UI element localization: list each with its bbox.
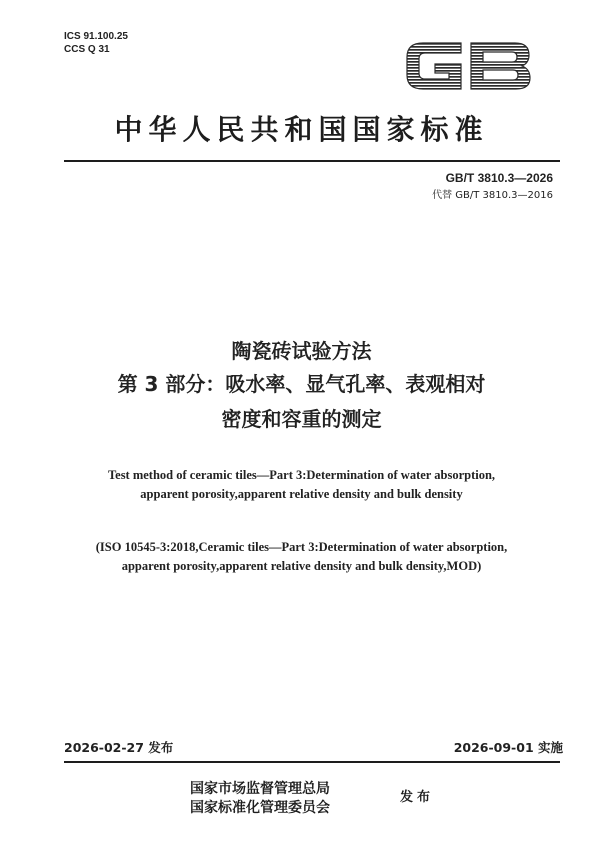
- english-title-line-2: apparent porosity,apparent relative density and bulk density: [140, 487, 463, 502]
- iso-reference-line-2: apparent porosity,apparent relative density and bulk density,MOD): [121, 559, 482, 574]
- english-title: [0, 466, 603, 505]
- implementation-date: 2026-09-01 实施: [453, 740, 563, 755]
- top-divider: [64, 160, 560, 162]
- gb-logo: [401, 37, 536, 95]
- issuer-sac: 国家标准化管理委员会: [190, 799, 330, 816]
- chinese-title-line-3: 密度和容重的测定: [221, 407, 382, 431]
- replaces-standard: 代替 GB/T 3810.3—2016: [432, 190, 553, 201]
- publish-label: 发布: [400, 790, 435, 805]
- chinese-title-line-2: 第 3 部分：吸水率、显气孔率、表观相对: [117, 372, 486, 396]
- issuer-samr: 国家市场监督管理总局: [190, 781, 330, 797]
- classification-codes: [64, 31, 128, 56]
- chinese-title-line-1: 陶瓷砖试验方法: [231, 339, 372, 363]
- english-title-line-1: Test method of ceramic tiles—Part 3:Determination of water absorption,: [107, 468, 496, 482]
- ccs-code: CCS Q 31: [64, 43, 110, 55]
- national-standard-heading: 中华人民共和国国家标准: [114, 113, 489, 146]
- standard-number: GB/T 3810.3—2026: [445, 171, 553, 185]
- issuing-authorities: [190, 780, 330, 818]
- issue-date: 2026-02-27 发布: [64, 740, 174, 755]
- iso-reference-line-1: (ISO 10545-3:2018,Ceramic tiles—Part 3:Determination of water absorption,: [95, 540, 508, 554]
- iso-reference: [0, 538, 603, 577]
- ics-code: ICS 91.100.25: [64, 31, 128, 42]
- bottom-divider: [64, 761, 560, 763]
